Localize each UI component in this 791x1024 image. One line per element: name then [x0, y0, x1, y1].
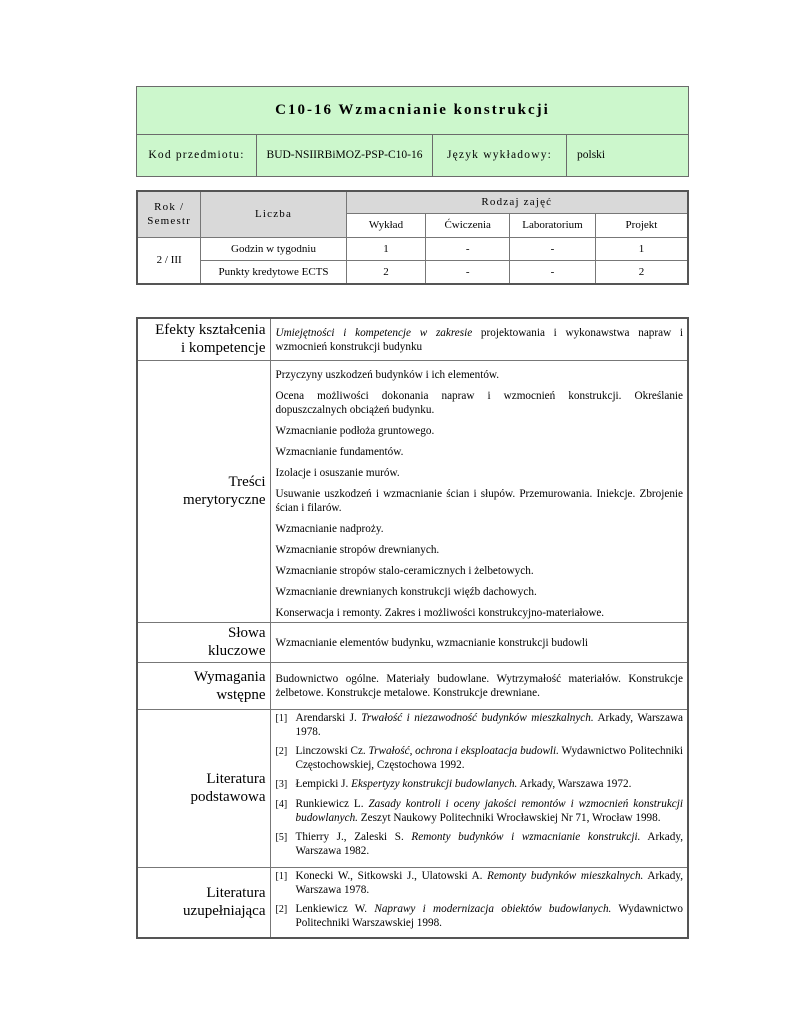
- row-lit-uzupelniajaca: [137, 867, 688, 938]
- lit-publisher: Arkady, Warszawa 1972.: [517, 777, 632, 790]
- lit-num: [5]: [275, 831, 288, 843]
- tresci-item: Usuwanie uszkodzeń i wzmacnianie ścian i słupów. Przemurowania. Iniekcje. Zbrojenie ścian i filarów.: [275, 487, 683, 514]
- tresci-item: Wzmacnianie fundamentów.: [275, 445, 404, 458]
- lit-podst-label: [137, 709, 270, 867]
- cell-ects-wyklad: 2: [346, 261, 426, 284]
- slowa-value: Wzmacnianie elementów budynku, wzmacnianie konstrukcji budowli: [270, 622, 688, 662]
- cell-godzin-cwiczenia: -: [426, 237, 510, 260]
- lit-item: [276, 902, 684, 930]
- lit-text: [296, 744, 684, 772]
- lit-publisher: Zeszyt Naukowy Politechniki Wrocławskiej Nr 71, Wrocław 1998.: [357, 811, 661, 824]
- tresci-value: [270, 360, 688, 622]
- col-header-projekt: Projekt: [595, 213, 688, 237]
- course-title: C10-16 Wzmacnianie konstrukcji: [137, 87, 688, 135]
- lit-num: [1]: [275, 712, 288, 724]
- lit-num: [3]: [275, 778, 288, 790]
- rodzaj-header: Rodzaj zajęć: [346, 191, 688, 213]
- lit-publisher: Arkady, Warszawa 1978.: [295, 711, 683, 738]
- tresci-item: Wzmacnianie nadproży.: [275, 522, 384, 535]
- row-wymagania: [137, 662, 688, 709]
- lit-item: [276, 869, 684, 897]
- lit-publisher: Wydawnictwo Politechniki Częstochowskiej, Częstochowa 1992.: [295, 744, 683, 771]
- cell-godzin-laboratorium: -: [510, 237, 596, 260]
- wymagania-label-line1: Wymagania: [193, 668, 266, 685]
- lit-podst-label-line1: Literatura: [206, 771, 266, 787]
- lit-num: [2]: [275, 745, 288, 757]
- tresci-item: Wzmacnianie stropów drewnianych.: [275, 543, 440, 556]
- lit-publisher: Arkady, Warszawa 1978.: [295, 869, 684, 896]
- row-lit-podstawowa: [137, 709, 688, 867]
- efekty-rest: projektowania i wykonawstwa napraw i wzmocnień konstrukcji budynku: [275, 326, 683, 353]
- course-meta-row: [137, 134, 688, 177]
- lit-author: Konecki W., Sitkowski J., Ulatowski A.: [295, 869, 488, 882]
- tresci-item: Konserwacja i remonty. Zakres i możliwości konstrukcyjno-materiałowe.: [275, 606, 605, 619]
- slowa-label: [137, 622, 270, 662]
- lit-title: Trwałość, ochrona i eksploatacja budowli.: [368, 744, 559, 757]
- liczba-header: Liczba: [201, 191, 346, 237]
- efekty-italic: Umiejętności i kompetencje w zakresie: [275, 326, 473, 339]
- lit-uzup-label-line1: Literatura: [206, 885, 266, 901]
- efekty-label-line1: Efekty kształcenia: [155, 322, 266, 339]
- row-slowa: [137, 622, 688, 662]
- tresci-item: Izolacje i osuszanie murów.: [275, 466, 400, 479]
- lit-title: Remonty budynków i wzmacnianie konstrukcji.: [411, 830, 641, 843]
- rok-header-text: Rok / Semestr: [147, 201, 192, 228]
- wymagania-value: Budownictwo ogólne. Materiały budowlane. Wytrzymałość materiałów. Konstrukcje żelbetowe. Konstrukcje metalowe. Konstrukcje drewniane.: [270, 662, 688, 709]
- tresci-label-line1: Treści: [228, 474, 266, 490]
- lit-author: Łempicki J.: [295, 777, 352, 790]
- lit-item: [276, 777, 684, 792]
- lit-author: Lenkiewicz W.: [295, 902, 375, 915]
- cell-godzin-wyklad: 1: [346, 237, 426, 260]
- rok-header: [137, 191, 201, 237]
- wymagania-label: [137, 662, 270, 709]
- kod-value: BUD-NSIIRBiMOZ-PSP-C10-16: [257, 134, 433, 177]
- lit-publisher: Arkady, Warszawa 1982.: [295, 830, 683, 857]
- jezyk-value: polski: [577, 149, 606, 161]
- row-label-ects: Punkty kredytowe ECTS: [201, 261, 346, 284]
- tresci-item: Wzmacnianie stropów stalo-ceramicznych i żelbetowych.: [275, 564, 534, 577]
- lit-item: [276, 797, 684, 825]
- cell-godzin-projekt: 1: [595, 237, 688, 260]
- lit-item: [276, 711, 684, 739]
- wymagania-label-line2: wstępne: [216, 686, 266, 703]
- lit-text: [296, 869, 684, 897]
- lit-title: Naprawy i modernizacja obiektów budowlanych.: [374, 902, 612, 915]
- cell-ects-cwiczenia: -: [426, 261, 510, 284]
- tresci-item: Wzmacnianie podłoża gruntowego.: [275, 424, 435, 437]
- slowa-label-line1: Słowa: [228, 625, 266, 641]
- rok-value: 2 / III: [137, 237, 201, 284]
- lit-author: Thierry J., Zaleski S.: [295, 830, 412, 843]
- tresci-item: Ocena możliwości dokonania napraw i wzmocnień konstrukcji. Określanie dopuszczalnych obciążeń budynku.: [275, 389, 683, 416]
- lit-publisher: Wydawnictwo Politechniki Warszawskiej 1998.: [295, 902, 683, 929]
- row-efekty: [137, 318, 688, 360]
- lit-num: [4]: [275, 798, 288, 810]
- lit-author: Linczowski Cz.: [295, 744, 369, 757]
- row-tresci: [137, 360, 688, 622]
- tresci-item: Przyczyny uszkodzeń budynków i ich elementów.: [275, 368, 500, 381]
- col-header-wyklad: Wykład: [346, 213, 426, 237]
- tresci-item: Wzmacnianie drewnianych konstrukcji więźb dachowych.: [275, 585, 537, 598]
- lit-title: Ekspertyzy konstrukcji budowlanych.: [351, 777, 518, 790]
- lit-text: [296, 711, 684, 739]
- lit-author: Arendarski J.: [295, 711, 362, 724]
- course-description-table: [136, 317, 689, 939]
- tresci-label: [137, 360, 270, 622]
- tresci-label-line2: merytoryczne: [183, 492, 266, 508]
- slowa-label-line2: kluczowe: [208, 643, 266, 659]
- lit-podst-value: [270, 709, 688, 867]
- hours-table: [136, 190, 689, 285]
- efekty-label: [137, 318, 270, 360]
- cell-ects-projekt: 2: [595, 261, 688, 284]
- lit-item: [276, 830, 684, 858]
- lit-uzup-label-line2: uzupełniająca: [183, 903, 266, 919]
- jezyk-label: Język wykładowy:: [433, 134, 567, 177]
- lit-text: [296, 797, 684, 825]
- efekty-value: [270, 318, 688, 360]
- lit-num: [1]: [275, 870, 288, 882]
- row-label-godzin: Godzin w tygodniu: [201, 237, 346, 260]
- course-header: [136, 86, 689, 177]
- lit-title: Trwałość i niezawodność budynków mieszkalnych.: [361, 711, 594, 724]
- lit-author: Runkiewicz L.: [295, 797, 369, 810]
- cell-ects-laboratorium: -: [510, 261, 596, 284]
- lit-item: [276, 744, 684, 772]
- lit-podst-label-line2: podstawowa: [190, 789, 266, 805]
- lit-title: Remonty budynków mieszkalnych.: [487, 869, 644, 882]
- lit-text: [296, 830, 684, 858]
- efekty-label-line2: i kompetencje: [180, 340, 266, 357]
- lit-uzup-label: [137, 867, 270, 938]
- lit-num: [2]: [275, 903, 288, 915]
- col-header-laboratorium: Laboratorium: [510, 213, 596, 237]
- lit-title: Zasady kontroli i oceny jakości remontów i wzmocnień konstrukcji budowlanych.: [295, 797, 683, 824]
- lit-uzup-value: [270, 867, 688, 938]
- lit-text: [296, 777, 684, 792]
- lit-text: [296, 902, 684, 930]
- col-header-cwiczenia: Ćwiczenia: [426, 213, 510, 237]
- kod-label: Kod przedmiotu:: [137, 134, 257, 177]
